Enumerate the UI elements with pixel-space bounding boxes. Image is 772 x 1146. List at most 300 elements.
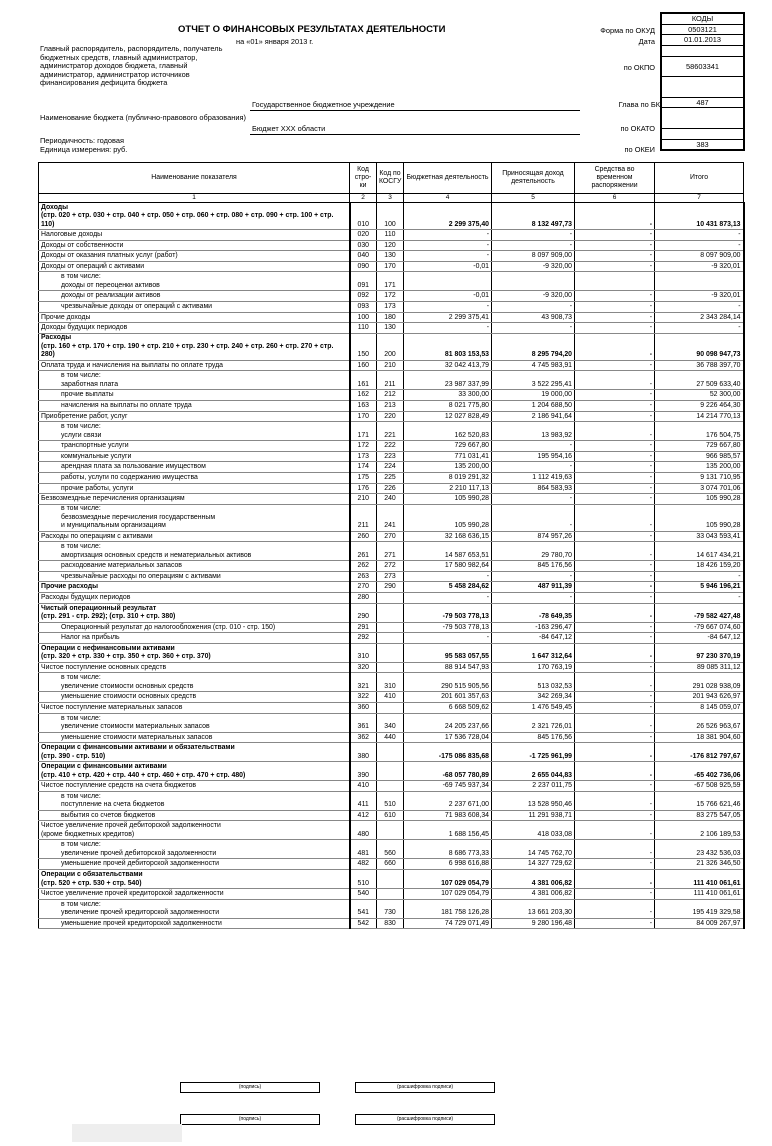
row-kosgu: 110 (377, 230, 404, 241)
row-name: Приобретение работ, услуг (39, 411, 350, 422)
income-value: 13 528 950,46 (492, 791, 575, 810)
total-value: - (655, 301, 744, 312)
temporary-value: - (575, 400, 655, 411)
total-value: -84 647,12 (655, 633, 744, 644)
table-row (39, 732, 744, 743)
table-row (39, 603, 744, 622)
org-role-label: Главный распорядитель, распорядитель, получатель бюджетных средств, главный администратор, администратор доходов бюджета, главный администратор, администратор источников финансирования дефицита бюджета (40, 44, 223, 88)
income-value: 14 745 762,70 (492, 840, 575, 859)
table-row (39, 251, 744, 262)
row-kosgu: 660 (377, 859, 404, 870)
row-kosgu: 221 (377, 422, 404, 441)
total-value: 23 432 536,03 (655, 840, 744, 859)
temporary-value: - (575, 542, 655, 561)
row-code: 361 (350, 713, 377, 732)
codes-gap (662, 46, 743, 57)
row-name: Чистое поступление материальных запасов (39, 703, 350, 714)
okpo-code: 58603341 (662, 57, 743, 77)
income-value: 864 583,93 (492, 483, 575, 494)
row-code: 291 (350, 622, 377, 633)
table-row (39, 291, 744, 302)
income-value: 3 522 295,41 (492, 371, 575, 390)
col-header: Наименование показателя (39, 163, 350, 194)
signature-decode-field[interactable]: (расшифровка подписи) (355, 1082, 495, 1093)
row-name: Доходы от операций с активами (39, 261, 350, 272)
total-value: 9 226 464,30 (655, 400, 744, 411)
income-value (492, 272, 575, 291)
income-value: 2 321 726,01 (492, 713, 575, 732)
table-row (39, 633, 744, 644)
table-row (39, 240, 744, 251)
row-code: 092 (350, 291, 377, 302)
total-value: 18 426 159,20 (655, 561, 744, 572)
table-row (39, 301, 744, 312)
row-kosgu: 240 (377, 494, 404, 505)
income-value: 418 033,08 (492, 821, 575, 840)
col-header: Код стро-ки (350, 163, 377, 194)
table-row (39, 918, 744, 929)
temporary-value: - (575, 791, 655, 810)
temporary-value: - (575, 859, 655, 870)
budget-value: 14 587 653,51 (404, 542, 492, 561)
income-value: 43 908,73 (492, 312, 575, 323)
table-row (39, 810, 744, 821)
budget-value: 105 990,28 (404, 494, 492, 505)
row-code: 541 (350, 899, 377, 918)
budget-value: 729 667,80 (404, 441, 492, 452)
income-value: - (492, 230, 575, 241)
table-row (39, 422, 744, 441)
form-okud-label: Форма по ОКУД (600, 26, 655, 35)
budget-name-label: Наименование бюджета (публично-правового образования) (40, 113, 246, 122)
budget-value: 12 027 828,49 (404, 411, 492, 422)
total-value: - (655, 230, 744, 241)
table-row (39, 230, 744, 241)
col-header: Средства во временном распоряжении (575, 163, 655, 194)
date-code: 01.01.2013 (662, 35, 743, 46)
row-code: 260 (350, 531, 377, 542)
row-code: 380 (350, 743, 377, 762)
income-value: - (492, 301, 575, 312)
income-value: 4 381 006,82 (492, 870, 575, 889)
income-value: -9 320,00 (492, 291, 575, 302)
temporary-value: - (575, 422, 655, 441)
budget-value: 1 688 156,45 (404, 821, 492, 840)
row-code: 100 (350, 312, 377, 323)
income-value: 8 097 909,00 (492, 251, 575, 262)
budget-value: 23 987 337,99 (404, 371, 492, 390)
budget-value: -175 086 835,68 (404, 743, 492, 762)
row-code: 411 (350, 791, 377, 810)
temporary-value: - (575, 483, 655, 494)
row-code: 172 (350, 441, 377, 452)
row-kosgu: 272 (377, 561, 404, 572)
report-title: ОТЧЕТ О ФИНАНСОВЫХ РЕЗУЛЬТАТАХ ДЕЯТЕЛЬНОСТИ (178, 24, 446, 35)
budget-value: 5 458 284,62 (404, 582, 492, 593)
report-date: на «01» января 2013 г. (236, 37, 314, 46)
row-name: Операции с финансовыми активами (стр. 410 + стр. 420 + стр. 440 + стр. 460 + стр. 470 + стр. 480) (39, 762, 350, 781)
income-value: -78 649,35 (492, 603, 575, 622)
total-value: 27 509 633,40 (655, 371, 744, 390)
table-row (39, 703, 744, 714)
row-kosgu (377, 821, 404, 840)
budget-value: - (404, 251, 492, 262)
row-kosgu: 270 (377, 531, 404, 542)
temporary-value: - (575, 504, 655, 531)
col-number: 2 (350, 194, 377, 203)
row-code: 481 (350, 840, 377, 859)
income-value: 13 983,92 (492, 422, 575, 441)
total-value: 291 028 938,09 (655, 673, 744, 692)
row-name: Расходы (стр. 160 + стр. 170 + стр. 190 + стр. 210 + стр. 230 + стр. 240 + стр. 260 + стр. 270 + стр. 280) (39, 333, 350, 360)
temporary-value: - (575, 918, 655, 929)
col-number: 7 (655, 194, 744, 203)
income-value: 513 032,53 (492, 673, 575, 692)
total-value: 83 275 547,05 (655, 810, 744, 821)
row-code: 210 (350, 494, 377, 505)
row-name: в том числе: доходы от переоценки активов (39, 272, 350, 291)
total-value: -9 320,01 (655, 291, 744, 302)
table-row (39, 593, 744, 604)
total-value: 111 410 061,61 (655, 889, 744, 900)
temporary-value: - (575, 230, 655, 241)
row-code: 090 (350, 261, 377, 272)
row-code: 321 (350, 673, 377, 692)
row-name: Безвозмездные перечисления организациям (39, 494, 350, 505)
row-name: прочие работы, услуги (39, 483, 350, 494)
row-name: прочие выплаты (39, 390, 350, 401)
temporary-value: - (575, 870, 655, 889)
codes-box (660, 12, 745, 151)
row-kosgu: 440 (377, 732, 404, 743)
income-value: -9 320,00 (492, 261, 575, 272)
row-name: коммунальные услуги (39, 451, 350, 462)
row-kosgu: 226 (377, 483, 404, 494)
table-row (39, 582, 744, 593)
income-value: - (492, 571, 575, 582)
budget-value: - (404, 240, 492, 251)
total-value: 729 667,80 (655, 441, 744, 452)
table-row (39, 203, 744, 230)
budget-value: 32 168 636,15 (404, 531, 492, 542)
row-code: 091 (350, 272, 377, 291)
temporary-value: - (575, 899, 655, 918)
temporary-value (575, 272, 655, 291)
row-kosgu: 410 (377, 692, 404, 703)
budget-value: 74 729 071,49 (404, 918, 492, 929)
table-row (39, 791, 744, 810)
temporary-value: - (575, 743, 655, 762)
row-kosgu: 180 (377, 312, 404, 323)
total-value: 5 946 196,21 (655, 582, 744, 593)
income-value: -163 296,47 (492, 622, 575, 633)
row-kosgu: 560 (377, 840, 404, 859)
budget-value: 201 601 357,63 (404, 692, 492, 703)
budget-value: 2 210 117,13 (404, 483, 492, 494)
income-value: 13 661 203,30 (492, 899, 575, 918)
row-kosgu (377, 703, 404, 714)
row-code: 175 (350, 472, 377, 483)
row-code: 174 (350, 462, 377, 473)
temporary-value: - (575, 593, 655, 604)
temporary-value: - (575, 622, 655, 633)
row-name: начисления на выплаты по оплате труда (39, 400, 350, 411)
signature-field[interactable]: (подпись) (180, 1114, 320, 1125)
row-code: 292 (350, 633, 377, 644)
total-value: 21 326 346,50 (655, 859, 744, 870)
income-value: 2 237 011,75 (492, 781, 575, 792)
row-name: уменьшение стоимости основных средств (39, 692, 350, 703)
stamp-area (72, 1124, 182, 1142)
table-row (39, 451, 744, 462)
table-row (39, 333, 744, 360)
total-value: 3 074 701,06 (655, 483, 744, 494)
total-value: 2 343 284,14 (655, 312, 744, 323)
income-value: -84 647,12 (492, 633, 575, 644)
income-value: - (492, 494, 575, 505)
income-value: - (492, 462, 575, 473)
temporary-value: - (575, 762, 655, 781)
row-kosgu: 120 (377, 240, 404, 251)
temporary-value: - (575, 561, 655, 572)
org-underline (250, 110, 580, 111)
total-value: 18 381 904,60 (655, 732, 744, 743)
row-name: в том числе: поступление на счета бюджетов (39, 791, 350, 810)
row-kosgu: 211 (377, 371, 404, 390)
temporary-value: - (575, 323, 655, 334)
row-name: Операционный результат до налогообложения (стр. 010 - стр. 150) (39, 622, 350, 633)
row-kosgu (377, 633, 404, 644)
table-row (39, 762, 744, 781)
temporary-value: - (575, 472, 655, 483)
temporary-value: - (575, 643, 655, 662)
temporary-value: - (575, 261, 655, 272)
row-code: 510 (350, 870, 377, 889)
budget-value: -79 503 778,13 (404, 622, 492, 633)
row-name: в том числе: амортизация основных средств и нематериальных активов (39, 542, 350, 561)
temporary-value: - (575, 203, 655, 230)
income-value: 4 381 006,82 (492, 889, 575, 900)
temporary-value: - (575, 571, 655, 582)
budget-value: 88 914 547,93 (404, 662, 492, 673)
table-row (39, 462, 744, 473)
row-name: выбытия со счетов бюджетов (39, 810, 350, 821)
row-code: 412 (350, 810, 377, 821)
table-row (39, 643, 744, 662)
temporary-value: - (575, 633, 655, 644)
income-value: 19 000,00 (492, 390, 575, 401)
income-value: 1 112 419,63 (492, 472, 575, 483)
row-code: 540 (350, 889, 377, 900)
income-value: 8 132 497,73 (492, 203, 575, 230)
row-kosgu: 173 (377, 301, 404, 312)
budget-value: 105 990,28 (404, 504, 492, 531)
row-kosgu: 610 (377, 810, 404, 821)
budget-value: 2 299 375,41 (404, 312, 492, 323)
row-code: 160 (350, 360, 377, 371)
table-row (39, 713, 744, 732)
temporary-value: - (575, 371, 655, 390)
total-value: 2 106 189,53 (655, 821, 744, 840)
row-kosgu: 241 (377, 504, 404, 531)
col-header: Приносящая доход деятельность (492, 163, 575, 194)
income-value: - (492, 441, 575, 452)
row-code: 171 (350, 422, 377, 441)
table-row (39, 371, 744, 390)
row-kosgu: 213 (377, 400, 404, 411)
row-code: 150 (350, 333, 377, 360)
row-kosgu (377, 593, 404, 604)
row-code: 176 (350, 483, 377, 494)
table-row (39, 662, 744, 673)
codes-gap (662, 108, 743, 129)
col-header: Код по КОСГУ (377, 163, 404, 194)
col-header: Бюджетная деятельность (404, 163, 492, 194)
total-value: 176 504,75 (655, 422, 744, 441)
row-kosgu (377, 781, 404, 792)
income-value: 29 780,70 (492, 542, 575, 561)
budget-value: 6 668 509,62 (404, 703, 492, 714)
total-value: -67 508 925,59 (655, 781, 744, 792)
table-row (39, 441, 744, 452)
total-value: 33 043 593,41 (655, 531, 744, 542)
row-name: расходование материальных запасов (39, 561, 350, 572)
row-code: 162 (350, 390, 377, 401)
signature-field[interactable]: (подпись) (180, 1082, 320, 1093)
income-value: 2 186 941,64 (492, 411, 575, 422)
table-row (39, 483, 744, 494)
row-name: в том числе: заработная плата (39, 371, 350, 390)
row-code: 093 (350, 301, 377, 312)
temporary-value: - (575, 411, 655, 422)
codes-gap (662, 77, 743, 98)
row-kosgu (377, 889, 404, 900)
row-code: 310 (350, 643, 377, 662)
row-code: 542 (350, 918, 377, 929)
row-name: Чистый операционный результат (стр. 291 - стр. 292); (стр. 310 + стр. 380) (39, 603, 350, 622)
row-kosgu: 224 (377, 462, 404, 473)
row-name: в том числе: увеличение прочей дебиторской задолженности (39, 840, 350, 859)
income-value: 4 745 983,91 (492, 360, 575, 371)
row-name: Доходы от собственности (39, 240, 350, 251)
table-row (39, 323, 744, 334)
row-kosgu (377, 603, 404, 622)
temporary-value: - (575, 810, 655, 821)
row-name: Прочие расходы (39, 582, 350, 593)
row-code: 280 (350, 593, 377, 604)
row-code: 030 (350, 240, 377, 251)
budget-value: 290 515 905,56 (404, 673, 492, 692)
budget-value: 6 998 616,88 (404, 859, 492, 870)
income-value: 8 295 794,20 (492, 333, 575, 360)
row-kosgu: 172 (377, 291, 404, 302)
table-row (39, 542, 744, 561)
row-kosgu: 310 (377, 673, 404, 692)
row-code: 263 (350, 571, 377, 582)
row-name: Оплата труда и начисления на выплаты по оплате труда (39, 360, 350, 371)
income-value: 487 911,39 (492, 582, 575, 593)
col-header: Итого (655, 163, 744, 194)
table-header-row (39, 163, 744, 194)
col-number: 5 (492, 194, 575, 203)
row-name: уменьшение стоимости материальных запасов (39, 732, 350, 743)
total-value: -9 320,01 (655, 261, 744, 272)
signature-decode-field[interactable]: (расшифровка подписи) (355, 1114, 495, 1125)
row-name: в том числе: увеличение прочей кредиторской задолженности (39, 899, 350, 918)
total-value: 8 145 059,07 (655, 703, 744, 714)
date-label: Дата (638, 37, 655, 46)
row-name: чрезвычайные расходы по операциям с активами (39, 571, 350, 582)
temporary-value: - (575, 732, 655, 743)
budget-value: - (404, 230, 492, 241)
row-name: Чистое поступление основных средств (39, 662, 350, 673)
budget-value: - (404, 593, 492, 604)
temporary-value: - (575, 251, 655, 262)
temporary-value: - (575, 673, 655, 692)
okato-label: по ОКАТО (620, 124, 655, 133)
row-code: 322 (350, 692, 377, 703)
row-kosgu: 273 (377, 571, 404, 582)
budget-value: 8 021 775,80 (404, 400, 492, 411)
budget-value: 162 520,83 (404, 422, 492, 441)
budget-value: -69 745 937,34 (404, 781, 492, 792)
income-value: 9 280 196,48 (492, 918, 575, 929)
budget-value: - (404, 301, 492, 312)
total-value: 9 131 710,95 (655, 472, 744, 483)
budget-value: 33 300,00 (404, 390, 492, 401)
row-name: уменьшение прочей дебиторской задолженности (39, 859, 350, 870)
income-value: - (492, 323, 575, 334)
row-code: 290 (350, 603, 377, 622)
table-row (39, 899, 744, 918)
row-code: 360 (350, 703, 377, 714)
row-code: 320 (350, 662, 377, 673)
table-row (39, 870, 744, 889)
budget-value: 95 583 057,55 (404, 643, 492, 662)
row-name: в том числе: безвозмездные перечисления государственным и муниципальным организациям (39, 504, 350, 531)
temporary-value: - (575, 603, 655, 622)
table-row (39, 472, 744, 483)
temporary-value: - (575, 333, 655, 360)
row-kosgu (377, 643, 404, 662)
row-code: 163 (350, 400, 377, 411)
total-value: 84 009 267,97 (655, 918, 744, 929)
row-name: чрезвычайные доходы от операций с активами (39, 301, 350, 312)
row-code: 173 (350, 451, 377, 462)
income-value: 2 655 044,83 (492, 762, 575, 781)
row-name: в том числе: услуги связи (39, 422, 350, 441)
okei-code: 383 (696, 139, 709, 149)
income-value: 342 269,34 (492, 692, 575, 703)
budget-value: 2 237 671,00 (404, 791, 492, 810)
row-kosgu (377, 662, 404, 673)
budget-value: 2 299 375,40 (404, 203, 492, 230)
table-row (39, 261, 744, 272)
budget-value (404, 272, 492, 291)
table-row (39, 692, 744, 703)
budget-value: Бюджет ХХХ области (252, 124, 326, 133)
row-kosgu: 510 (377, 791, 404, 810)
row-code: 482 (350, 859, 377, 870)
row-code: 010 (350, 203, 377, 230)
budget-underline (250, 134, 580, 135)
income-value: 845 176,56 (492, 732, 575, 743)
budget-value: 32 042 413,79 (404, 360, 492, 371)
total-value: 135 200,00 (655, 462, 744, 473)
column-number-row (39, 194, 744, 203)
row-kosgu: 223 (377, 451, 404, 462)
table-row (39, 561, 744, 572)
